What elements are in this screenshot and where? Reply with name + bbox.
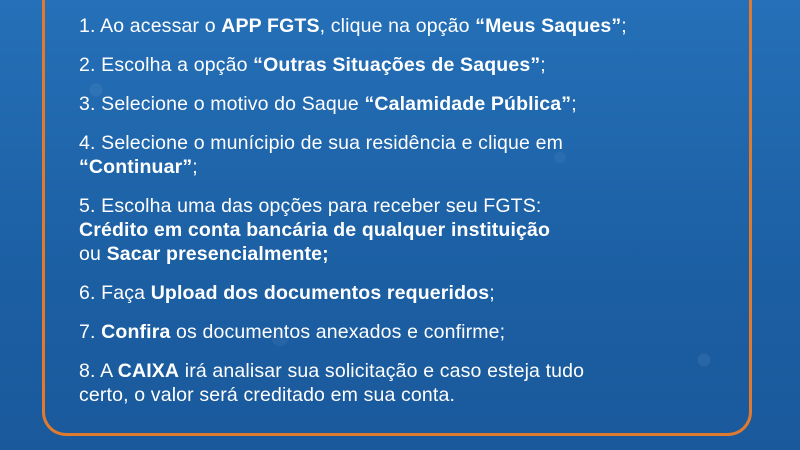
- step-text: ;: [621, 15, 627, 37]
- step-text: ;: [540, 54, 546, 76]
- step-text: ;: [571, 93, 577, 115]
- step-7: [79, 320, 739, 344]
- step-number: 4.: [79, 132, 96, 154]
- step-2: [79, 53, 739, 77]
- step-5: [79, 194, 739, 266]
- step-bold-text: Sacar presencialmente;: [106, 243, 329, 265]
- step-4: [79, 131, 739, 179]
- step-number: 8.: [79, 360, 96, 382]
- step-bold-text: “Continuar”: [79, 156, 193, 178]
- step-number: 3.: [79, 93, 96, 115]
- step-number: 6.: [79, 282, 96, 304]
- step-bold-text: Confira: [101, 321, 171, 343]
- step-bold-text: Crédito em conta bancária de qualquer instituição: [79, 219, 551, 241]
- step-text: ;: [489, 282, 495, 304]
- step-text: Selecione o motivo do Saque: [101, 93, 365, 115]
- step-text: A: [100, 360, 118, 382]
- step-bold-text: Upload dos documentos requeridos: [150, 282, 490, 304]
- step-number: 2.: [79, 54, 96, 76]
- step-8: [79, 359, 739, 407]
- step-text: irá analisar sua solicitação e caso esteja tudo: [179, 360, 585, 382]
- step-3: [79, 92, 739, 116]
- step-text: Selecione o munícipio de sua residência e clique em: [101, 132, 563, 154]
- step-number: 1.: [79, 15, 96, 37]
- step-text: Escolha a opção: [101, 54, 254, 76]
- step-bold-text: CAIXA: [117, 360, 180, 382]
- step-bold-text: “Meus Saques”: [475, 15, 622, 37]
- step-text: ;: [192, 156, 198, 178]
- step-bold-text: “Calamidade Pública”: [364, 93, 572, 115]
- step-bold-text: “Outras Situações de Saques”: [253, 54, 541, 76]
- step-text: os documentos anexados e confirme;: [170, 321, 506, 343]
- step-number: 7.: [79, 321, 96, 343]
- step-text: Escolha uma das opções para receber seu FGTS:: [101, 195, 542, 217]
- step-text: Faça: [101, 282, 151, 304]
- steps-list: [79, 14, 739, 422]
- step-text: Ao acessar o: [100, 15, 222, 37]
- step-bold-text: APP FGTS: [221, 15, 320, 37]
- step-number: 5.: [79, 195, 96, 217]
- step-text: certo, o valor será creditado em sua conta.: [79, 384, 456, 406]
- step-1: [79, 14, 739, 38]
- step-text: ou: [79, 243, 107, 265]
- step-text: , clique na opção: [319, 15, 476, 37]
- step-6: [79, 281, 739, 305]
